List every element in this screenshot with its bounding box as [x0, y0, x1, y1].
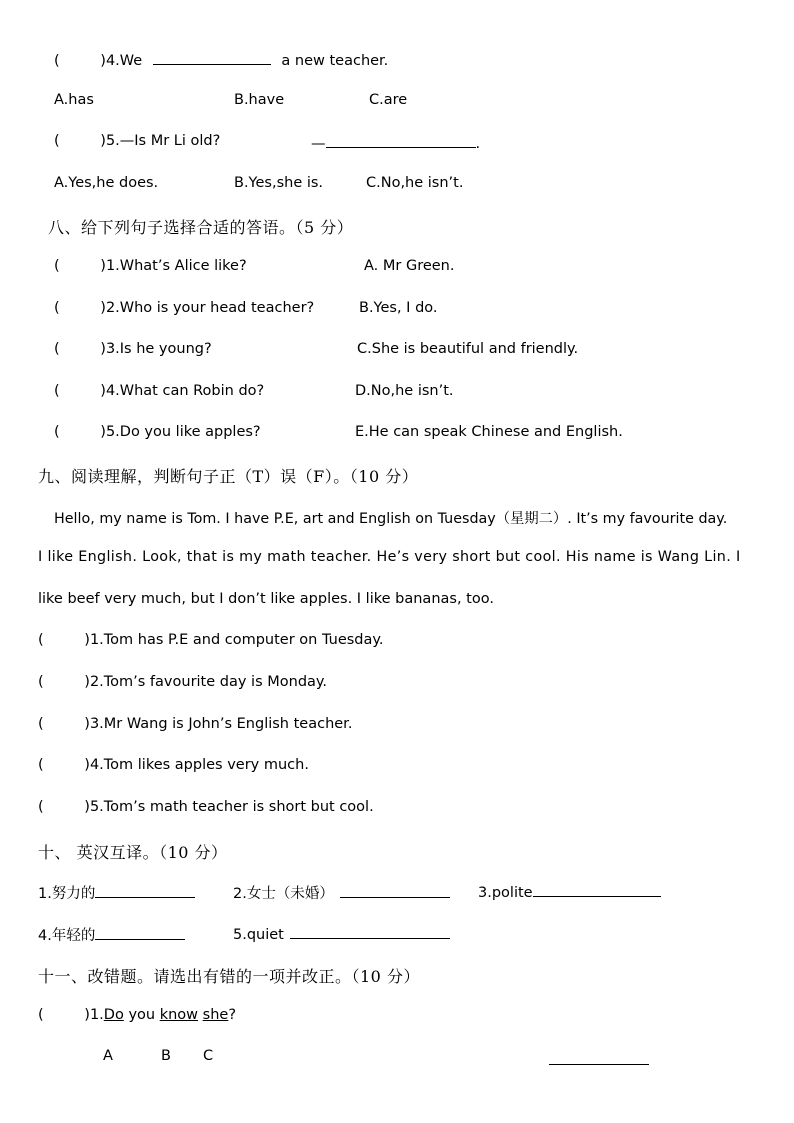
q5-stem: )5.—Is Mr Li old? [100, 133, 221, 149]
paren-open: ( [54, 300, 60, 316]
translate-item-5 [233, 924, 450, 943]
prompt: 2.女士（未婚） [233, 886, 334, 902]
answer-blank[interactable] [153, 50, 271, 65]
item-number: )1. [84, 1007, 104, 1023]
q5-option-b: B.Yes,she is. [234, 175, 324, 191]
section-8-heading: 八、给下列句子选择合适的答语。（5 分） [48, 218, 354, 237]
q5-option-c: C.No,he isn’t. [366, 175, 464, 191]
translate-item-1 [38, 882, 195, 903]
word-a: Do [103, 1007, 124, 1023]
answer-blank[interactable] [340, 883, 450, 898]
prompt: 3.polite [478, 885, 533, 901]
passage-line-1: Hello, my name is Tom. I have P.E, art and English on Tuesday（星期二）. It’s my favourite day. [54, 511, 728, 527]
q4-option-a: A.has [54, 92, 94, 108]
sec8-answer-a: A. Mr Green. [364, 258, 455, 274]
section-11-heading: 十一、改错题。请选出有错的一项并改正。（10 分） [38, 967, 420, 986]
question: )1.What’s Alice like? [100, 258, 247, 274]
sec9-item-1 [38, 632, 384, 648]
answer-blank[interactable] [95, 925, 185, 940]
option-letter-a: A [103, 1048, 113, 1064]
sec8-answer-e: E.He can speak Chinese and English. [355, 424, 623, 440]
paren-open: ( [54, 133, 60, 149]
q5-answer [311, 133, 480, 152]
section-10-heading: 十、 英汉互译。（10 分） [38, 843, 228, 862]
q5-option-a: A.Yes,he does. [54, 175, 159, 191]
statement: )1.Tom has P.E and computer on Tuesday. [84, 632, 384, 648]
statement: )4.Tom likes apples very much. [84, 757, 309, 773]
sec8-answer-c: C.She is beautiful and friendly. [357, 341, 579, 357]
paren-open: ( [54, 53, 60, 69]
option-letter-b: B [161, 1048, 171, 1064]
prompt: 5.quiet [233, 927, 284, 943]
paren-open: ( [54, 383, 60, 399]
word-c: she [202, 1007, 229, 1023]
paren-open: ( [38, 632, 44, 648]
sec9-item-5 [38, 799, 374, 815]
statement: )2.Tom’s favourite day is Monday. [84, 674, 328, 690]
q4-option-c: C.are [369, 92, 408, 108]
sec8-item-1 [54, 258, 247, 274]
q4-option-b: B.have [234, 92, 285, 108]
q4-row [54, 50, 388, 69]
translate-item-4 [38, 924, 185, 945]
word-plain: you [128, 1007, 156, 1023]
answer-blank[interactable] [290, 924, 450, 939]
word-b: know [159, 1007, 199, 1023]
paren-open: ( [38, 716, 44, 732]
question: )5.Do you like apples? [100, 424, 261, 440]
paren-open: ( [38, 757, 44, 773]
q5-row [54, 133, 220, 149]
translate-item-2 [233, 882, 450, 903]
prompt: 1.努力的 [38, 886, 96, 902]
question: )3.Is he young? [100, 341, 212, 357]
paren-open: ( [38, 799, 44, 815]
sec11-item-1 [38, 1007, 236, 1023]
answer-blank[interactable] [533, 882, 661, 897]
sec9-item-2 [38, 674, 327, 690]
prompt: 4.年轻的 [38, 928, 96, 944]
paren-open: ( [54, 258, 60, 274]
answer-blank[interactable] [95, 883, 195, 898]
statement: )5.Tom’s math teacher is short but cool. [84, 799, 374, 815]
passage-line-3: like beef very much, but I don’t like apples. I like bananas, too. [38, 591, 494, 607]
period: . [475, 136, 481, 152]
correction-blank[interactable] [549, 1050, 649, 1065]
sec8-item-4 [54, 383, 264, 399]
paren-open: ( [54, 424, 60, 440]
sec9-item-4 [38, 757, 309, 773]
paren-open: ( [38, 1007, 44, 1023]
question: )2.Who is your head teacher? [100, 300, 315, 316]
passage-line-2: I like English. Look, that is my math teacher. He’s very short but cool. His name is Wang Lin. I [38, 549, 741, 565]
q4-stem-end: a new teacher. [281, 53, 389, 69]
translate-item-3 [478, 882, 661, 901]
paren-open: ( [54, 341, 60, 357]
sec8-answer-b: B.Yes, I do. [359, 300, 438, 316]
sec8-item-5 [54, 424, 261, 440]
question: )4.What can Robin do? [100, 383, 265, 399]
answer-blank[interactable] [326, 133, 476, 148]
q4-stem: )4.We [100, 53, 143, 69]
sec9-item-3 [38, 716, 352, 732]
statement: )3.Mr Wang is John’s English teacher. [84, 716, 353, 732]
option-letter-c: C [203, 1048, 214, 1064]
paren-open: ( [38, 674, 44, 690]
dash: — [311, 136, 326, 152]
sec8-item-3 [54, 341, 212, 357]
question-mark: ? [228, 1007, 237, 1023]
sec8-answer-d: D.No,he isn’t. [355, 383, 454, 399]
section-9-heading: 九、阅读理解，判断句子正（T）误（F）。（10 分） [38, 467, 419, 486]
sec8-item-2 [54, 300, 314, 316]
